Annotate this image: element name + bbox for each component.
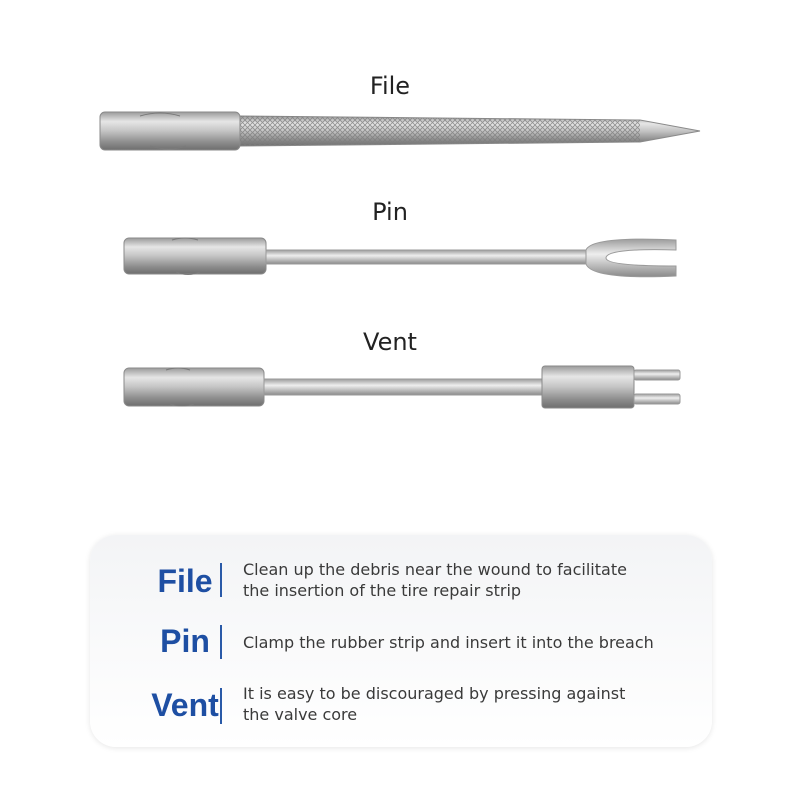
description-line: Clean up the debris near the wound to facilitate — [243, 560, 627, 579]
file-tool-title: File — [369, 72, 411, 100]
vent-tool-title: Vent — [363, 328, 417, 356]
legend-description — [243, 683, 703, 725]
pin-tool-image — [124, 238, 676, 277]
description-line: It is easy to be discouraged by pressing against — [243, 684, 626, 703]
description-line: Clamp the rubber strip and insert it into the breach — [243, 633, 654, 652]
divider — [220, 688, 222, 724]
legend-row-vent — [90, 685, 712, 733]
divider — [220, 625, 222, 659]
legend-term: Pin — [160, 623, 210, 659]
legend-card — [90, 535, 712, 747]
legend-description — [243, 559, 703, 601]
legend-row-pin — [90, 625, 712, 665]
file-tool-image — [100, 112, 700, 150]
divider — [220, 563, 222, 597]
legend-description — [243, 632, 703, 653]
vent-tool-image — [124, 366, 680, 408]
legend-row-file — [90, 559, 712, 607]
legend-term: Vent — [151, 687, 219, 723]
description-line: the insertion of the tire repair strip — [243, 581, 522, 600]
legend-term: File — [157, 563, 213, 599]
description-line: the valve core — [243, 705, 358, 724]
pin-tool-title: Pin — [372, 198, 408, 226]
